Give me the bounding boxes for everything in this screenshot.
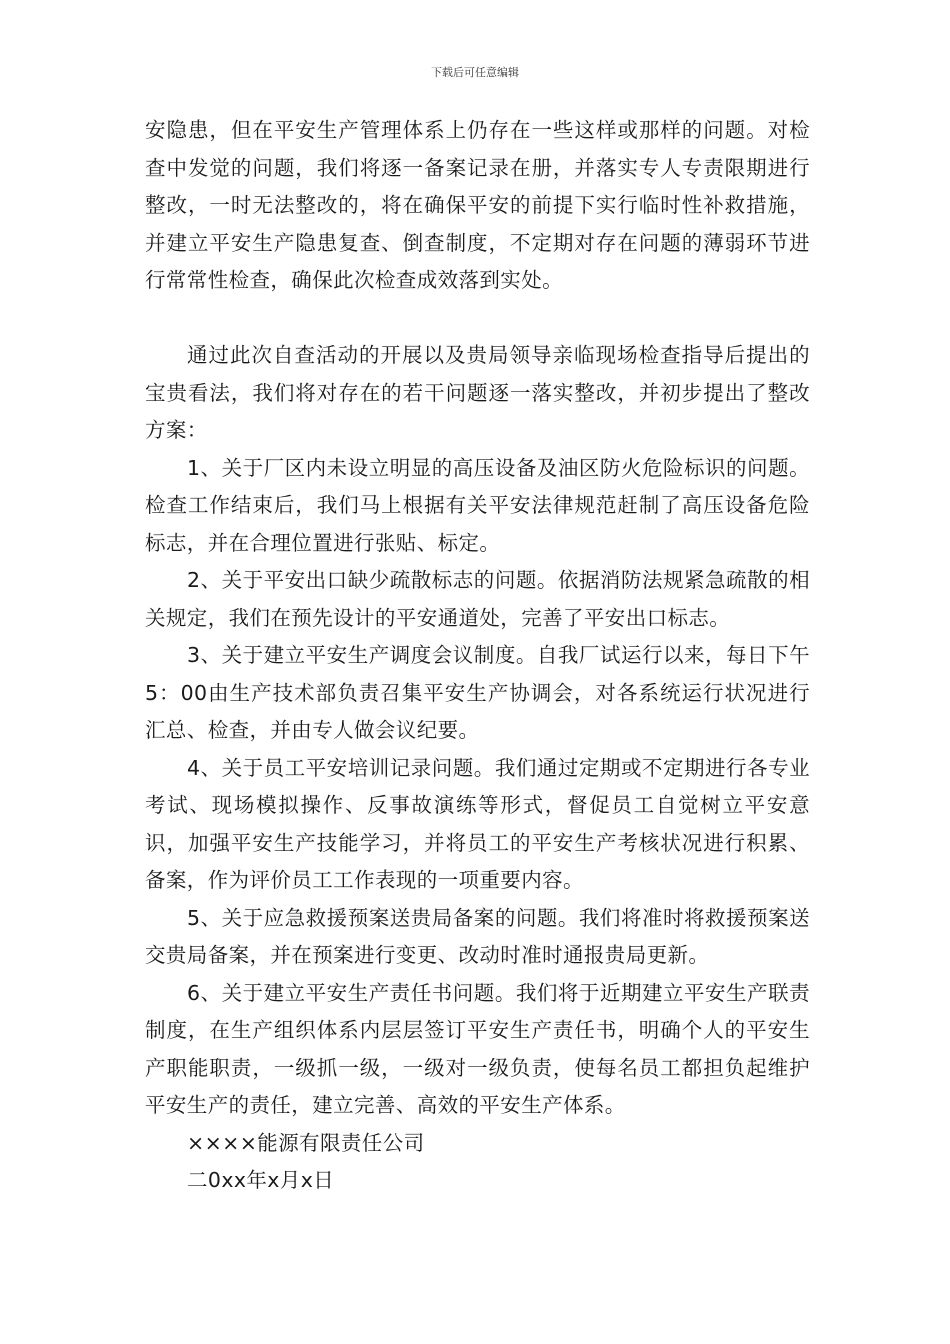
signature-company: ××××能源有限责任公司 — [187, 1130, 425, 1155]
paragraph-item-6: 6、关于建立平安生产责任书问题。我们将于近期建立平安生产联责制度，在生产组织体系内层层签订平安生产责任书，明确个人的平安生产职能职责，一级抓一级，一级对一级负责，使每名员工都担负起维护平安生产的责任，建立完善、高效的平安生产体系。 — [145, 980, 810, 1117]
paragraph-continued: 安隐患，但在平安生产管理体系上仍存在一些这样或那样的问题。对检查中发觉的问题，我们将逐一备案记录在册，并落实专人专责限期进行整改，一时无法整改的，将在确保平安的前提下实行临时性补救措施，并建立平安生产隐患复查、倒查制度，不定期对存在问题的薄弱环节进行常常性检查，确保此次检查成效落到实处。 — [145, 118, 810, 292]
signature-date: 二0xx年x月x日 — [187, 1168, 335, 1192]
paragraph-item-1: 1、关于厂区内未设立明显的高压设备及油区防火危险标识的问题。检查工作结束后，我们马上根据有关平安法律规范赶制了高压设备危险标志，并在合理位置进行张贴、标定。 — [145, 455, 810, 555]
paragraph-item-4: 4、关于员工平安培训记录问题。我们通过定期或不定期进行各专业考试、现场模拟操作、反事故演练等形式，督促员工自觉树立平安意识，加强平安生产技能学习，并将员工的平安生产考核状况进行积累、备案，作为评价员工工作表现的一项重要内容。 — [145, 755, 810, 892]
paragraph-item-3: 3、关于建立平安生产调度会议制度。自我厂试运行以来，每日下午5：00由生产技术部负责召集平安生产协调会，对各系统运行状况进行汇总、检查，并由专人做会议纪要。 — [145, 643, 810, 742]
document-body — [145, 112, 810, 1200]
page-header: 下载后可任意编辑 — [431, 66, 519, 79]
paragraph-spacer — [145, 300, 810, 338]
paragraph-item-5: 5、关于应急救援预案送贵局备案的问题。我们将准时将救援预案送交贵局备案，并在预案进行变更、改动时准时通报贵局更新。 — [145, 905, 810, 967]
paragraph-intro: 通过此次自查活动的开展以及贵局领导亲临现场检查指导后提出的宝贵看法，我们将对存在的若干问题逐一落实整改，并初步提出了整改方案： — [145, 343, 810, 442]
paragraph-item-2: 2、关于平安出口缺少疏散标志的问题。依据消防法规紧急疏散的相关规定，我们在预先设计的平安通道处，完善了平安出口标志。 — [145, 568, 810, 630]
